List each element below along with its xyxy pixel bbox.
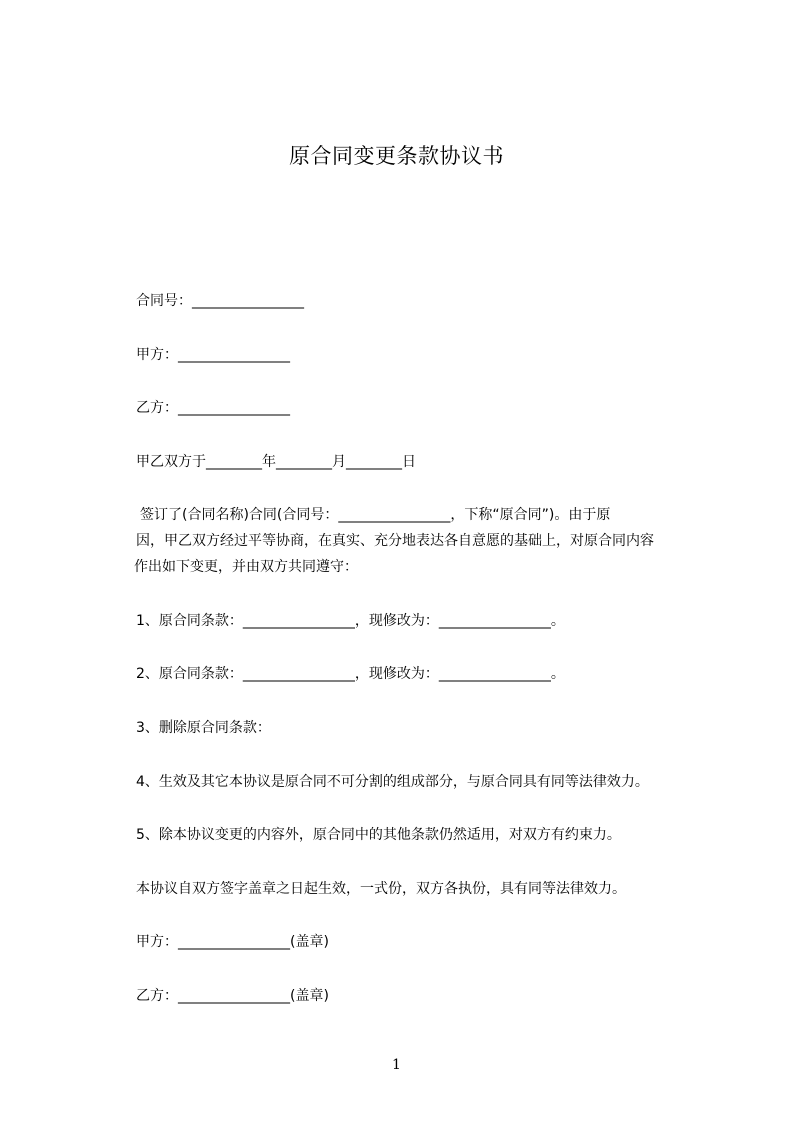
clause-2: 2、原合同条款：________________，现修改为：________________。 — [136, 666, 565, 682]
signing-date-field: 甲乙双方于________年________月________日 — [136, 454, 416, 470]
page-number: 1 — [392, 1057, 401, 1073]
clause-5: 5、除本协议变更的内容外，原合同中的其他条款仍然适用，对双方有约束力。 — [136, 827, 621, 843]
intro-line-1: 签订了(合同名称)合同(合同号：________________，下称“原合同”)。由于原 — [140, 507, 611, 523]
party-b-signature: 乙方：________________(盖章) — [136, 988, 329, 1004]
intro-paragraph — [136, 502, 714, 580]
clause-4: 4、生效及其它本协议是原合同不可分割的组成部分，与原合同具有同等法律效力。 — [136, 774, 649, 790]
clause-3: 3、删除原合同条款： — [136, 720, 271, 736]
intro-line-3: 作出如下变更，并由双方共同遵守： — [134, 559, 358, 575]
party-b-field: 乙方：________________ — [136, 400, 290, 416]
party-a-signature: 甲方：________________(盖章) — [136, 934, 329, 950]
contract-number-field: 合同号：________________ — [136, 293, 304, 309]
clause-1: 1、原合同条款：________________，现修改为：________________。 — [136, 613, 565, 629]
effective-clause: 本协议自双方签字盖章之日起生效，一式份，双方各执份，具有同等法律效力。 — [136, 881, 626, 897]
party-a-field: 甲方：________________ — [136, 347, 290, 363]
document-title: 原合同变更条款协议书 — [289, 144, 504, 168]
intro-line-2: 因，甲乙双方经过平等协商，在真实、充分地表达各自意愿的基础上，对原合同内容 — [136, 533, 654, 549]
